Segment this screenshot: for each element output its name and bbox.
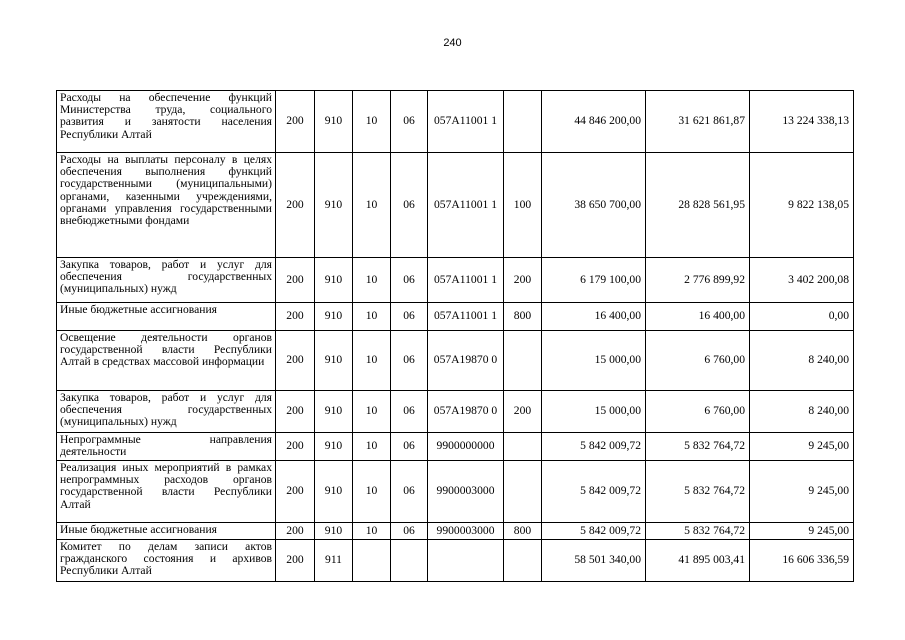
cell-code-admin: 200 — [276, 331, 315, 391]
cell-expense-type — [504, 461, 542, 523]
cell-sum-remainder: 8 240,00 — [750, 391, 854, 433]
cell-sum-remainder: 9 245,00 — [750, 433, 854, 461]
cell-sum-planned: 15 000,00 — [542, 391, 646, 433]
cell-code-ministry: 910 — [315, 91, 353, 153]
cell-subsection — [391, 540, 428, 582]
row-name-cell: Закупка товаров, работ и услуг для обеспечения государственных (муниципальных) нужд — [57, 258, 276, 303]
table-row — [57, 303, 854, 331]
cell-sum-remainder: 3 402 200,08 — [750, 258, 854, 303]
cell-section: 10 — [353, 523, 391, 540]
cell-sum-executed: 41 895 003,41 — [646, 540, 750, 582]
table-row — [57, 461, 854, 523]
cell-code-admin: 200 — [276, 258, 315, 303]
cell-code-ministry: 910 — [315, 391, 353, 433]
cell-section: 10 — [353, 331, 391, 391]
cell-section: 10 — [353, 433, 391, 461]
cell-subsection: 06 — [391, 153, 428, 258]
cell-code-admin: 200 — [276, 303, 315, 331]
cell-expense-type: 100 — [504, 153, 542, 258]
cell-sum-planned: 5 842 009,72 — [542, 461, 646, 523]
cell-sum-executed: 16 400,00 — [646, 303, 750, 331]
row-name-cell: Расходы на обеспечение функций Министерства труда, социального развития и занятости населения Республики Алтай — [57, 91, 276, 153]
cell-expense-type — [504, 331, 542, 391]
table-row — [57, 433, 854, 461]
cell-code-admin: 200 — [276, 153, 315, 258]
table-row — [57, 153, 854, 258]
cell-code-ministry: 910 — [315, 153, 353, 258]
cell-section: 10 — [353, 391, 391, 433]
cell-section — [353, 540, 391, 582]
cell-code-admin: 200 — [276, 391, 315, 433]
cell-code-ministry: 910 — [315, 258, 353, 303]
cell-code-ministry: 910 — [315, 433, 353, 461]
budget-table — [56, 90, 854, 582]
cell-target-article: 057А11001 1 — [428, 91, 504, 153]
cell-sum-planned: 5 842 009,72 — [542, 433, 646, 461]
page-number: 240 — [443, 37, 462, 49]
cell-target-article: 057А19870 0 — [428, 331, 504, 391]
cell-sum-executed: 2 776 899,92 — [646, 258, 750, 303]
cell-subsection: 06 — [391, 433, 428, 461]
table-row — [57, 523, 854, 540]
row-name-cell: Освещение деятельности органов государственной власти Республики Алтай в средствах массовой информации — [57, 331, 276, 391]
cell-subsection: 06 — [391, 391, 428, 433]
cell-target-article: 9900000000 — [428, 433, 504, 461]
cell-sum-remainder: 9 822 138,05 — [750, 153, 854, 258]
row-name-cell: Расходы на выплаты персоналу в целях обеспечения выполнения функций государственными (муниципальными) органами, казенными учреждениями, органами управления государственными внебюджетными фондами — [57, 153, 276, 258]
cell-section: 10 — [353, 153, 391, 258]
table-row — [57, 91, 854, 153]
cell-sum-remainder: 13 224 338,13 — [750, 91, 854, 153]
cell-section: 10 — [353, 91, 391, 153]
cell-sum-remainder: 0,00 — [750, 303, 854, 331]
cell-code-admin: 200 — [276, 91, 315, 153]
cell-code-admin: 200 — [276, 433, 315, 461]
cell-code-admin: 200 — [276, 540, 315, 582]
cell-code-ministry: 910 — [315, 331, 353, 391]
cell-section: 10 — [353, 258, 391, 303]
cell-code-ministry: 910 — [315, 303, 353, 331]
cell-sum-planned: 16 400,00 — [542, 303, 646, 331]
cell-subsection: 06 — [391, 523, 428, 540]
cell-sum-planned: 5 842 009,72 — [542, 523, 646, 540]
cell-sum-planned: 6 179 100,00 — [542, 258, 646, 303]
cell-code-admin: 200 — [276, 523, 315, 540]
cell-sum-executed: 5 832 764,72 — [646, 523, 750, 540]
cell-code-ministry: 911 — [315, 540, 353, 582]
cell-sum-planned: 58 501 340,00 — [542, 540, 646, 582]
cell-subsection: 06 — [391, 303, 428, 331]
cell-sum-planned: 15 000,00 — [542, 331, 646, 391]
cell-sum-remainder: 16 606 336,59 — [750, 540, 854, 582]
cell-section: 10 — [353, 303, 391, 331]
cell-sum-executed: 31 621 861,87 — [646, 91, 750, 153]
cell-expense-type — [504, 91, 542, 153]
cell-expense-type: 800 — [504, 523, 542, 540]
budget-table-body — [57, 91, 854, 582]
cell-expense-type — [504, 433, 542, 461]
cell-sum-remainder: 9 245,00 — [750, 461, 854, 523]
cell-sum-executed: 6 760,00 — [646, 331, 750, 391]
cell-expense-type — [504, 540, 542, 582]
table-row — [57, 258, 854, 303]
row-name-cell: Непрограммные направления деятельности — [57, 433, 276, 461]
cell-expense-type: 200 — [504, 258, 542, 303]
cell-section: 10 — [353, 461, 391, 523]
cell-subsection: 06 — [391, 91, 428, 153]
row-name-cell: Реализация иных мероприятий в рамках непрограммных расходов органов государственной власти Республики Алтай — [57, 461, 276, 523]
cell-expense-type: 200 — [504, 391, 542, 433]
cell-subsection: 06 — [391, 258, 428, 303]
cell-subsection: 06 — [391, 331, 428, 391]
cell-subsection: 06 — [391, 461, 428, 523]
cell-sum-remainder: 9 245,00 — [750, 523, 854, 540]
cell-expense-type: 800 — [504, 303, 542, 331]
cell-sum-remainder: 8 240,00 — [750, 331, 854, 391]
cell-sum-executed: 5 832 764,72 — [646, 433, 750, 461]
row-name-cell: Иные бюджетные ассигнования — [57, 523, 276, 540]
table-row — [57, 540, 854, 582]
cell-sum-planned: 44 846 200,00 — [542, 91, 646, 153]
table-row — [57, 331, 854, 391]
cell-sum-executed: 28 828 561,95 — [646, 153, 750, 258]
cell-sum-planned: 38 650 700,00 — [542, 153, 646, 258]
cell-target-article — [428, 540, 504, 582]
row-name-cell: Иные бюджетные ассигнования — [57, 303, 276, 331]
cell-target-article: 9900003000 — [428, 461, 504, 523]
cell-target-article: 9900003000 — [428, 523, 504, 540]
cell-code-ministry: 910 — [315, 461, 353, 523]
cell-sum-executed: 6 760,00 — [646, 391, 750, 433]
table-row — [57, 391, 854, 433]
cell-target-article: 057А19870 0 — [428, 391, 504, 433]
cell-code-admin: 200 — [276, 461, 315, 523]
cell-code-ministry: 910 — [315, 523, 353, 540]
row-name-cell: Комитет по делам записи актов гражданского состояния и архивов Республики Алтай — [57, 540, 276, 582]
cell-target-article: 057А11001 1 — [428, 303, 504, 331]
cell-sum-executed: 5 832 764,72 — [646, 461, 750, 523]
cell-target-article: 057А11001 1 — [428, 258, 504, 303]
cell-target-article: 057А11001 1 — [428, 153, 504, 258]
row-name-cell: Закупка товаров, работ и услуг для обеспечения государственных (муниципальных) нужд — [57, 391, 276, 433]
